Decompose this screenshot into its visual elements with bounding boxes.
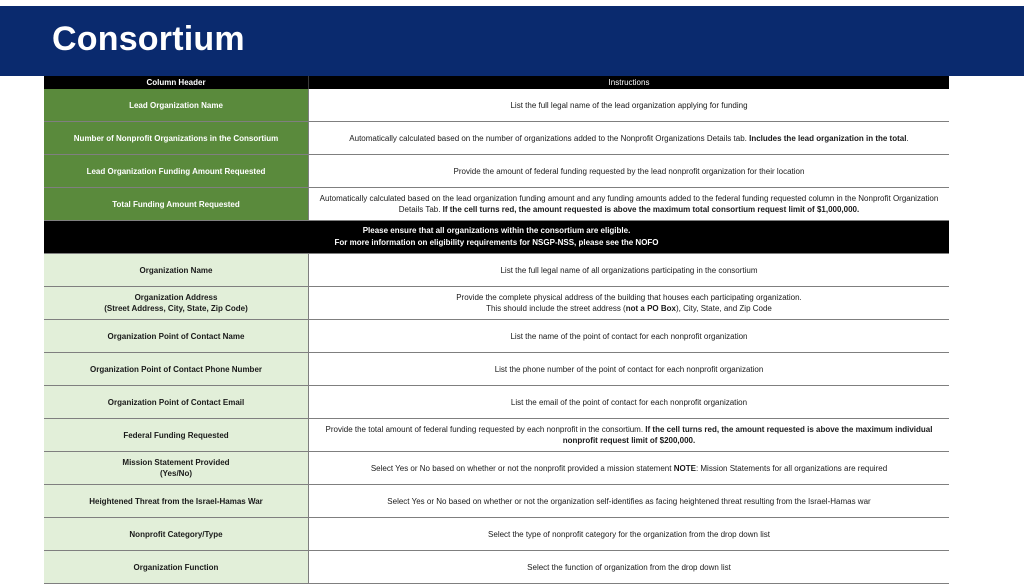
table-row <box>44 551 949 584</box>
table-row <box>44 452 949 485</box>
instruction-part: Automatically calculated based on the number of organizations added to the Nonprofit Organizations Details tab. <box>349 133 750 143</box>
row-instruction <box>309 287 949 319</box>
row-instruction <box>309 254 949 286</box>
row-instruction-text <box>454 166 805 177</box>
row-instruction <box>309 155 949 187</box>
banner-line-2: For more information on eligibility requirements for NSGP-NSS, please see the NOFO <box>334 238 659 247</box>
instruction-part: List the email of the point of contact for each nonprofit organization <box>510 397 748 407</box>
instruction-part: Includes the lead organization in the total <box>749 133 907 143</box>
row-instruction-text <box>313 193 945 215</box>
table-row <box>44 485 949 518</box>
row-instruction-text <box>387 496 870 507</box>
row-label: Organization Point of Contact Phone Number <box>44 353 309 385</box>
table-row <box>44 386 949 419</box>
row-instruction-text <box>495 364 764 375</box>
row-instruction <box>309 485 949 517</box>
row-label: Number of Nonprofit Organizations in the Consortium <box>44 122 309 154</box>
row-instruction-text <box>456 292 802 314</box>
instruction-part: Select Yes or No based on whether or not the nonprofit provided a mission statement <box>370 463 674 473</box>
instruction-part: List the name of the point of contact for each nonprofit organization <box>510 331 748 341</box>
instruction-part: Provide the total amount of federal funding requested by each nonprofit in the consortium. <box>325 425 646 434</box>
instruction-part: NOTE <box>673 463 696 473</box>
table-row <box>44 89 949 122</box>
row-label: Organization Function <box>44 551 309 583</box>
row-instruction-text <box>500 265 757 276</box>
row-label: Nonprofit Category/Type <box>44 518 309 550</box>
instruction-part: Provide the amount of federal funding requested by the lead nonprofit organization for their location <box>453 166 805 176</box>
title-bar <box>0 6 1024 76</box>
table-row <box>44 320 949 353</box>
table-row <box>44 122 949 155</box>
table-header-row <box>44 76 949 89</box>
row-instruction <box>309 89 949 121</box>
row-instruction <box>309 122 949 154</box>
row-label: Heightened Threat from the Israel-Hamas War <box>44 485 309 517</box>
row-label: Organization Address (Street Address, City, State, Zip Code) <box>44 287 309 319</box>
instruction-part: If the cell turns red, the amount requested is above the maximum total consortium request limit of $1,000,000. <box>442 205 860 214</box>
instruction-part: Automatically calculated based on the lead organization funding amount and any funding amounts added to the federal funding requested column in the Nonprofit Organization Details Tab. <box>319 194 939 214</box>
table-row <box>44 353 949 386</box>
row-instruction <box>309 320 949 352</box>
instruction-part: not a PO Box <box>625 304 676 313</box>
row-label: Lead Organization Name <box>44 89 309 121</box>
instruction-part: List the full legal name of all organizations participating in the consortium <box>500 265 758 275</box>
row-instruction <box>309 452 949 484</box>
row-label: Total Funding Amount Requested <box>44 188 309 220</box>
row-label: Mission Statement Provided (Yes/No) <box>44 452 309 484</box>
table-row <box>44 254 949 287</box>
row-instruction-text <box>349 133 908 144</box>
org-rows-group <box>44 254 949 584</box>
row-instruction-text <box>371 463 887 474</box>
eligibility-banner <box>44 221 949 254</box>
instruction-part: Select Yes or No based on whether or not the organization self-identifies as facing heightened threat resulting from the Israel-Hamas war <box>387 496 871 506</box>
instruction-part: Select the function of organization from the drop down list <box>527 562 731 572</box>
instruction-part: Select the type of nonprofit category for the organization from the drop down list <box>488 529 770 539</box>
table-row <box>44 155 949 188</box>
instructions-table <box>44 76 949 584</box>
instruction-part: Provide the complete physical address of the building that houses each participating organization. This should include the street address ( <box>456 293 802 313</box>
instruction-part: ), City, State, and Zip Code <box>675 304 772 313</box>
table-row <box>44 287 949 320</box>
row-instruction <box>309 353 949 385</box>
page-title: Consortium <box>52 20 245 58</box>
row-label: Organization Name <box>44 254 309 286</box>
row-instruction-text <box>313 424 945 446</box>
instruction-part: . <box>906 133 909 143</box>
column-header-heading: Column Header <box>44 76 309 89</box>
table-row <box>44 188 949 221</box>
row-instruction-text <box>527 562 731 573</box>
instruction-part: List the phone number of the point of contact for each nonprofit organization <box>494 364 764 374</box>
lead-rows-group <box>44 89 949 221</box>
instruction-part: : Mission Statements for all organizations are required <box>695 463 888 473</box>
row-label: Federal Funding Requested <box>44 419 309 451</box>
table-row <box>44 419 949 452</box>
table-row <box>44 518 949 551</box>
instruction-part: List the full legal name of the lead organization applying for funding <box>510 100 748 110</box>
instruction-part: If the cell turns red, the amount requested is above the maximum individual nonprofit request limit of $200,000. <box>562 425 933 445</box>
row-instruction-text <box>511 397 747 408</box>
row-instruction-text <box>510 331 747 342</box>
row-instruction-text <box>510 100 747 111</box>
row-instruction <box>309 386 949 418</box>
row-label: Organization Point of Contact Name <box>44 320 309 352</box>
row-instruction <box>309 551 949 583</box>
row-instruction <box>309 518 949 550</box>
instructions-heading: Instructions <box>608 78 650 87</box>
row-instruction-text <box>488 529 770 540</box>
row-label: Organization Point of Contact Email <box>44 386 309 418</box>
row-label: Lead Organization Funding Amount Requested <box>44 155 309 187</box>
row-instruction <box>309 419 949 451</box>
banner-line-1: Please ensure that all organizations within the consortium are eligible. <box>362 226 631 235</box>
row-instruction <box>309 188 949 220</box>
